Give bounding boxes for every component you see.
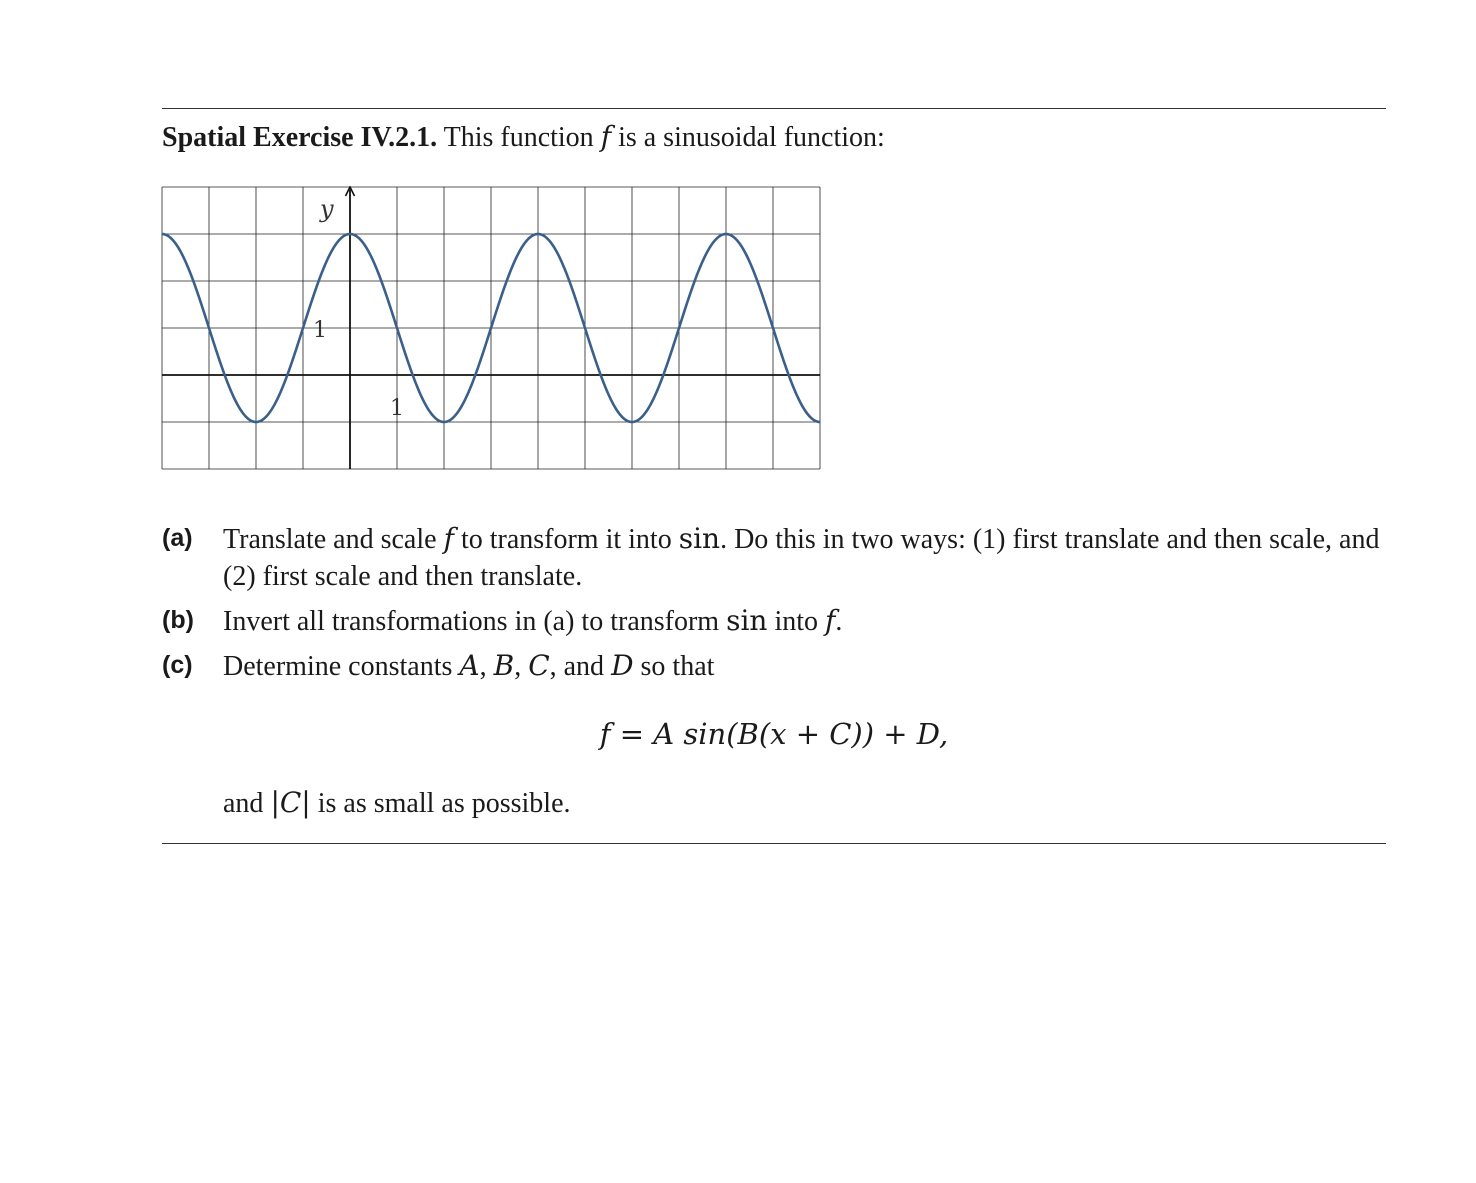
part-a-text (223, 520, 1388, 595)
y-axis-label: y (320, 195, 334, 223)
closing-abs-c: |C| (270, 786, 311, 819)
exercise-label: Spatial Exercise IV.2.1. (162, 122, 438, 153)
part-c-var-c: C (528, 649, 550, 682)
part-c-tag: (c) (162, 651, 193, 679)
intro-text-1: This function (443, 122, 594, 153)
part-c-var-d: D (611, 649, 634, 682)
part-a-sin: sin (678, 522, 721, 555)
x-tick-label-1: 1 (390, 396, 404, 421)
part-c-sep-1: , (479, 651, 487, 682)
part-b-text (223, 602, 1388, 640)
part-b-text-1: Invert all transformations in (a) to transform (223, 606, 720, 637)
y-tick-label-1: 1 (313, 318, 327, 343)
part-a-text-2: to transform it into (460, 524, 672, 555)
part-b-var-f: f (825, 604, 836, 637)
bottom-rule (162, 843, 1386, 844)
closing-text-2: is as small as possible. (317, 788, 571, 819)
part-b-tag: (b) (162, 606, 194, 634)
part-c-text-2: so that (640, 651, 715, 682)
part-a-var-f: f (443, 522, 454, 555)
part-a-text-3: . Do this in two ways: (1) first translate and then scale, and (2) first scale and then translate. (223, 524, 1380, 592)
part-c-text-1: Determine constants (223, 651, 453, 682)
part-b-sin: sin (726, 604, 768, 637)
part-c-var-a: A (459, 649, 480, 682)
closing-text-1: and (223, 788, 264, 819)
top-rule (162, 108, 1386, 109)
intro-text-2: is a sinusoidal function: (618, 122, 885, 153)
part-c-sep-3: , and (549, 651, 605, 682)
exercise-heading (162, 118, 885, 157)
equation: f = A sin(B(x + C)) + D, (599, 717, 949, 751)
sinusoid-graph (161, 186, 823, 472)
closing-line (223, 784, 571, 823)
part-b-text-3: . (835, 606, 843, 637)
part-c-sep-2: , (514, 651, 522, 682)
part-a-text-1: Translate and scale (223, 524, 437, 555)
part-b-text-2: into (774, 606, 818, 637)
part-c-var-b: B (493, 649, 515, 682)
part-a-tag: (a) (162, 524, 193, 552)
intro-var-f: f (600, 120, 612, 153)
part-c-text (223, 647, 1388, 685)
